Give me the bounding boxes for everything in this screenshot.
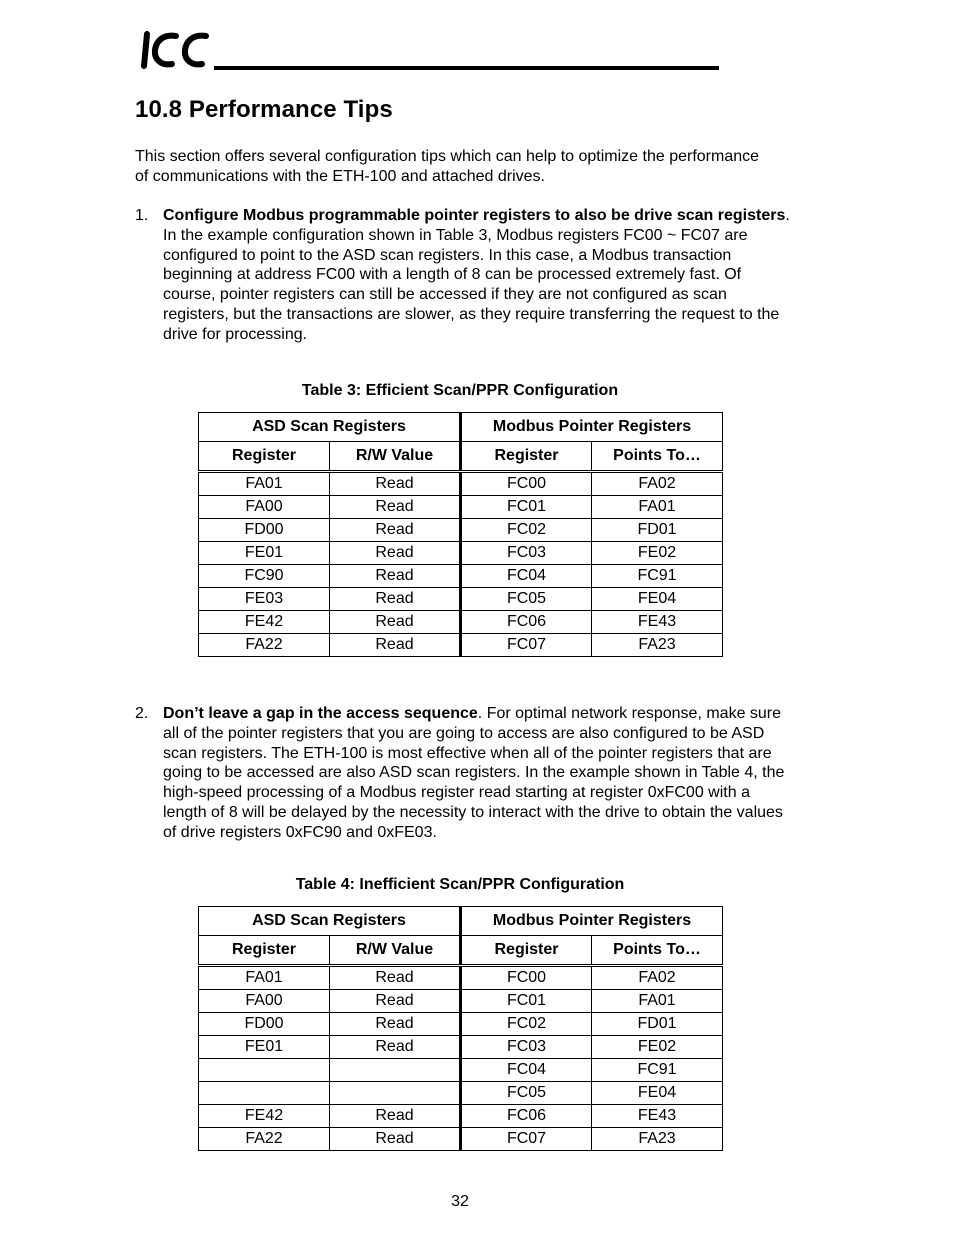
table-row (199, 542, 723, 565)
table-row (199, 496, 723, 519)
table-cell: Read (330, 990, 461, 1013)
table-cell: FE43 (592, 1105, 723, 1128)
table-cell: FC90 (199, 565, 330, 588)
tip-number: 1. (135, 207, 149, 224)
section-title: 10.8 Performance Tips (135, 96, 393, 123)
table-cell: Read (330, 496, 461, 519)
group-header-asd: ASD Scan Registers (199, 413, 461, 442)
table-row (199, 1059, 723, 1082)
table-row (199, 1013, 723, 1036)
table-cell: FA00 (199, 496, 330, 519)
tip-text: . For optimal network response, make sure all of the pointer registers that you are going to access are also configured to be ASD scan registers. The ETH-100 is most effective when all of the pointer registers that are going to be accessed are also ASD scan registers. In the example shown in Table 4, the high-speed processing of a Modbus register read starting at register 0xFC00 with a length of 8 will be delayed by the necessity to interact with the drive to obtain the values of drive registers 0xFC90 and 0xFE03. (163, 705, 785, 841)
table-row (199, 1036, 723, 1059)
table-cell: FC04 (461, 1059, 592, 1082)
tip-heading: Don’t leave a gap in the access sequence (163, 705, 478, 722)
table-cell: Read (330, 611, 461, 634)
column-header: Register (461, 442, 592, 472)
intro-paragraph: This section offers several configuration tips which can help to optimize the performance of communications with the ETH-100 and attached drives. (135, 148, 760, 185)
table-row (199, 588, 723, 611)
table-cell: FC02 (461, 1013, 592, 1036)
table-row (199, 1105, 723, 1128)
table-cell: FE01 (199, 1036, 330, 1059)
table-cell (199, 1059, 330, 1082)
table-cell: FC02 (461, 519, 592, 542)
table-row (199, 1082, 723, 1105)
table-cell: FC07 (461, 1128, 592, 1151)
tip-number: 2. (135, 705, 149, 722)
table-row (199, 634, 723, 657)
table-cell: FC05 (461, 588, 592, 611)
table-3-caption: Table 3: Efficient Scan/PPR Configuration (301, 382, 619, 399)
table-cell (330, 1059, 461, 1082)
table-3 (198, 412, 723, 657)
table-cell: FA22 (199, 1128, 330, 1151)
tip-item-1 (135, 206, 790, 345)
table-cell: FD01 (592, 519, 723, 542)
table-cell: FC01 (461, 990, 592, 1013)
table-cell: FC05 (461, 1082, 592, 1105)
column-header: Points To… (592, 936, 723, 966)
table-cell: FA01 (199, 966, 330, 990)
table-cell: FC06 (461, 1105, 592, 1128)
table-cell: Read (330, 519, 461, 542)
table-cell: FA02 (592, 472, 723, 496)
table-cell: Read (330, 1128, 461, 1151)
table-cell: FE42 (199, 611, 330, 634)
table-cell (330, 1082, 461, 1105)
header-rule (214, 66, 719, 70)
tip-text: . In the example configuration shown in Table 3, Modbus registers FC00 ~ FC07 are configured to point to the ASD scan registers. In this case, a Modbus transaction beginning at address FC00 with a length of 8 can be processed extremely fast. Of course, pointer registers can still be accessed if they are not configured as scan registers, but the transactions are slower, as they require transferring the request to the drive for processing. (163, 207, 790, 343)
page-number: 32 (451, 1193, 469, 1210)
table-4-caption: Table 4: Inefficient Scan/PPR Configuration (295, 876, 625, 893)
table-cell: FC03 (461, 1036, 592, 1059)
tip-item-2 (135, 704, 790, 843)
table-cell: FA22 (199, 634, 330, 657)
table-cell: FA01 (199, 472, 330, 496)
table-cell: FE04 (592, 1082, 723, 1105)
table-cell: Read (330, 565, 461, 588)
table-cell: FA01 (592, 496, 723, 519)
column-header: R/W Value (330, 442, 461, 472)
table-cell: FC00 (461, 472, 592, 496)
table-4 (198, 906, 723, 1151)
column-header: R/W Value (330, 936, 461, 966)
table-cell: FD00 (199, 1013, 330, 1036)
table-row (199, 611, 723, 634)
column-header: Register (461, 936, 592, 966)
table-cell: FC01 (461, 496, 592, 519)
table-cell: Read (330, 472, 461, 496)
table-cell: FA02 (592, 966, 723, 990)
table-cell: Read (330, 1036, 461, 1059)
table-cell: FD00 (199, 519, 330, 542)
table-cell: FA01 (592, 990, 723, 1013)
table-cell (199, 1082, 330, 1105)
table-cell: FD01 (592, 1013, 723, 1036)
table-cell: FC03 (461, 542, 592, 565)
table-row (199, 990, 723, 1013)
table-row (199, 472, 723, 496)
table-cell: Read (330, 1105, 461, 1128)
column-header: Register (199, 442, 330, 472)
table-cell: FC04 (461, 565, 592, 588)
table-cell: Read (330, 634, 461, 657)
table-cell: FA23 (592, 1128, 723, 1151)
table-row (199, 519, 723, 542)
group-header-modbus: Modbus Pointer Registers (461, 413, 723, 442)
table-cell: Read (330, 588, 461, 611)
table-cell: FE03 (199, 588, 330, 611)
table-row (199, 1128, 723, 1151)
column-header: Points To… (592, 442, 723, 472)
table-row (199, 565, 723, 588)
table-cell: Read (330, 1013, 461, 1036)
table-cell: Read (330, 966, 461, 990)
table-row (199, 966, 723, 990)
table-cell: FC91 (592, 1059, 723, 1082)
table-cell: FE04 (592, 588, 723, 611)
icc-logo (138, 28, 212, 72)
column-header: Register (199, 936, 330, 966)
table-cell: FC91 (592, 565, 723, 588)
table-cell: FE43 (592, 611, 723, 634)
group-header-modbus: Modbus Pointer Registers (461, 907, 723, 936)
table-cell: FC06 (461, 611, 592, 634)
tip-heading: Configure Modbus programmable pointer registers to also be drive scan registers (163, 207, 786, 224)
table-cell: FC07 (461, 634, 592, 657)
table-cell: FA00 (199, 990, 330, 1013)
table-cell: FC00 (461, 966, 592, 990)
table-cell: FA23 (592, 634, 723, 657)
table-cell: FE01 (199, 542, 330, 565)
table-cell: Read (330, 542, 461, 565)
table-cell: FE02 (592, 1036, 723, 1059)
group-header-asd: ASD Scan Registers (199, 907, 461, 936)
table-cell: FE02 (592, 542, 723, 565)
table-cell: FE42 (199, 1105, 330, 1128)
